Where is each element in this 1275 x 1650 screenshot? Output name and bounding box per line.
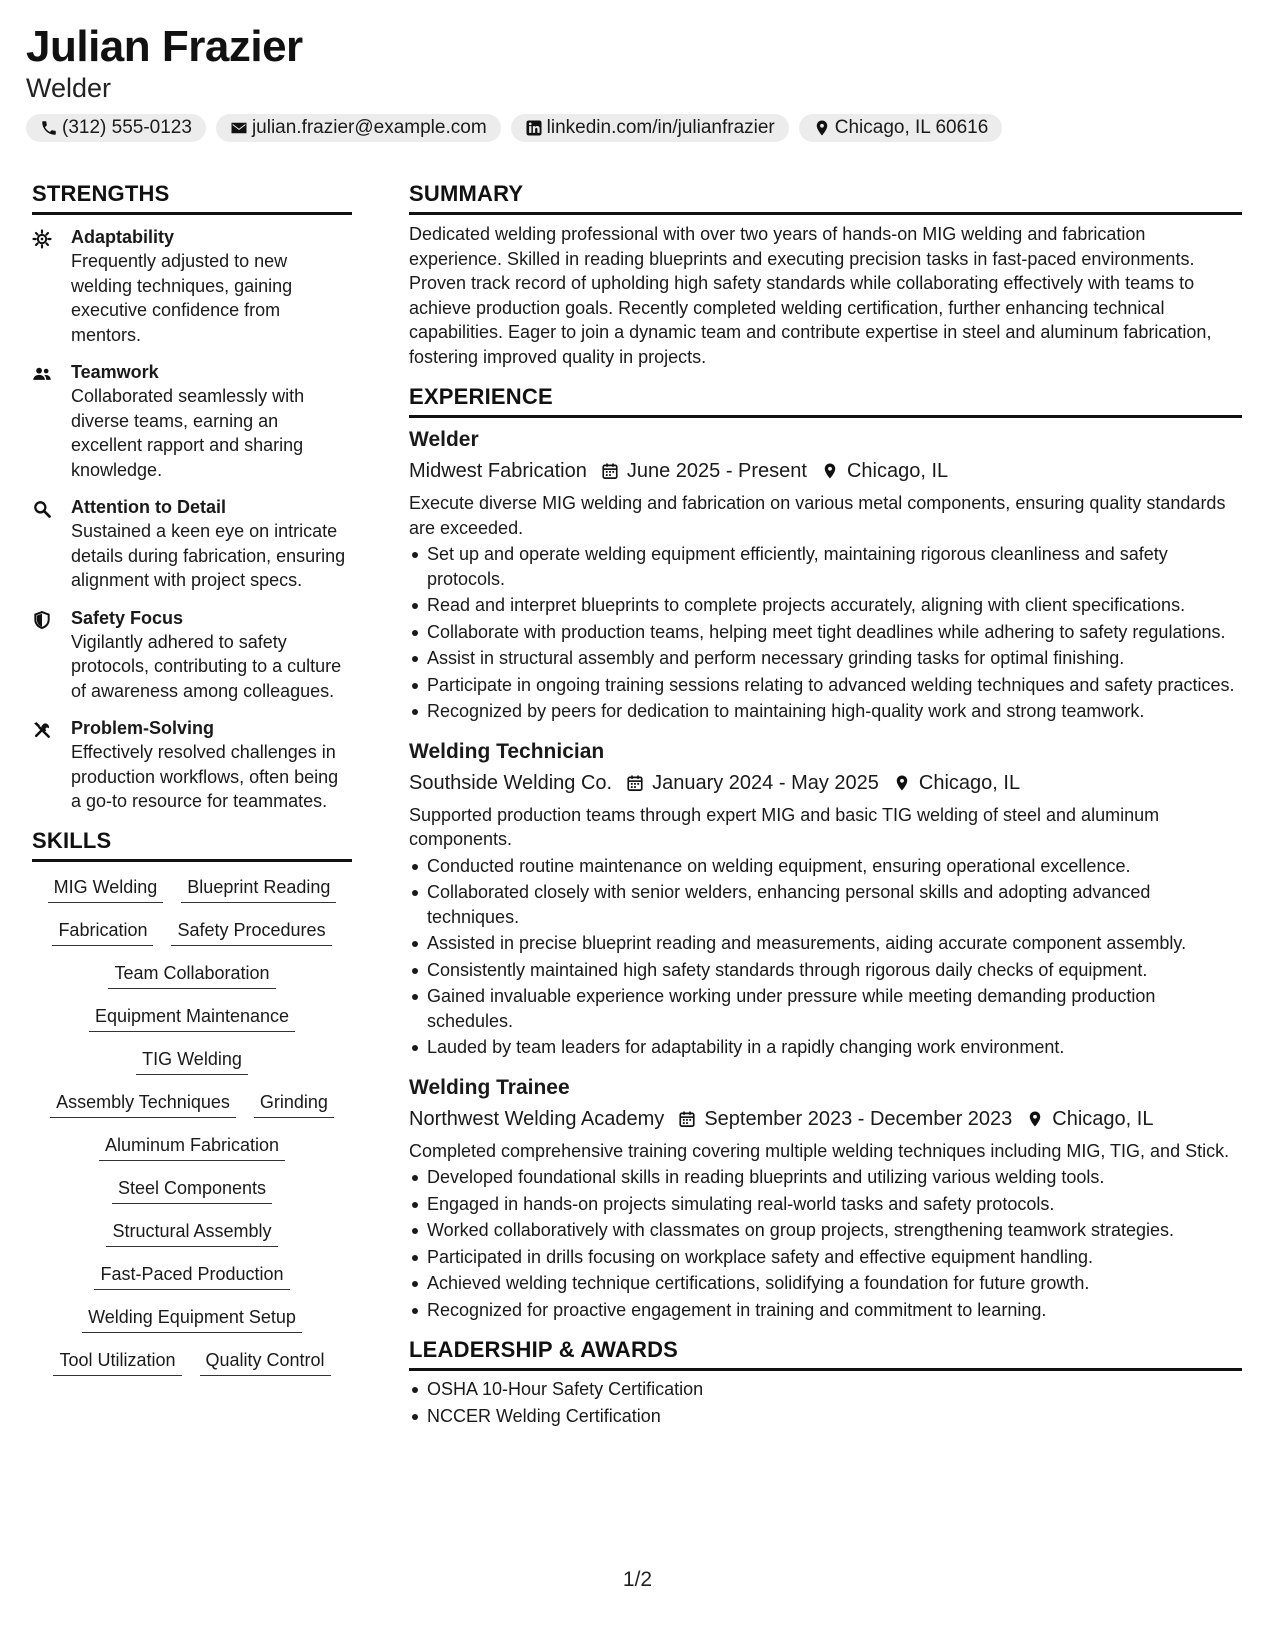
map-pin-icon [813, 119, 831, 137]
resume-header [26, 22, 303, 104]
awards-heading: LEADERSHIP & AWARDS [409, 1336, 1242, 1371]
strength-desc: Effectively resolved challenges in production workflows, often being a go-to resource for teammates. [71, 742, 339, 811]
skills-list [32, 874, 352, 1376]
job-dates: September 2023 - December 2023 [704, 1107, 1013, 1130]
job-description: Execute diverse MIG welding and fabrication on various metal components, ensuring quality standards are exceeded. [409, 493, 1226, 538]
job-bullet: Achieved welding technique certifications, solidifying a foundation for future growth. [409, 1271, 1242, 1296]
contact-linkedin-text: linkedin.com/in/julianfrazier [546, 117, 775, 138]
experience-heading: EXPERIENCE [409, 383, 1242, 418]
skill-tag: TIG Welding [136, 1046, 248, 1075]
job-bullet: Collaborate with production teams, helping meet tight deadlines while adhering to safety regulations. [409, 620, 1242, 645]
awards-list [409, 1377, 1242, 1428]
skill-tag: Team Collaboration [108, 960, 275, 989]
strength-desc: Collaborated seamlessly with diverse teams, earning an excellent rapport and sharing knowledge. [71, 386, 305, 480]
skill-tag: Structural Assembly [106, 1218, 277, 1247]
contact-phone [26, 114, 206, 142]
job-bullet: Set up and operate welding equipment efficiently, maintaining rigorous cleanliness and safety protocols. [409, 542, 1242, 591]
map-pin-icon [821, 462, 839, 480]
candidate-name: Julian Frazier [26, 22, 303, 71]
job-bullets [409, 542, 1242, 724]
award-item: OSHA 10-Hour Safety Certification [409, 1377, 1242, 1402]
summary-text: Dedicated welding professional with over two years of hands-on MIG welding and fabrication experience. Skilled in reading blueprints and executing precision tasks in fast-paced environments. Proven track record of upholding high safety standards while collaborating effectively with teams to achieve production goals. Recently completed welding certification, further enhancing technical capabilities. Eager to join a dynamic team and contribute expertise in steel and aluminum fabrication, fostering improved quality in projects. [409, 224, 1212, 367]
skills-section [32, 827, 352, 1376]
skill-tag: MIG Welding [48, 874, 164, 903]
job-company: Midwest Fabrication [409, 460, 587, 482]
skill-tag: Fast-Paced Production [94, 1261, 289, 1290]
job-bullet: Developed foundational skills in reading blueprints and utilizing various welding tools. [409, 1165, 1242, 1190]
awards-section [409, 1336, 1242, 1428]
job-bullet: Participate in ongoing training sessions relating to advanced welding techniques and safety practices. [409, 673, 1242, 698]
phone-icon [40, 119, 58, 137]
calendar-icon [626, 774, 644, 792]
strength-desc: Sustained a keen eye on intricate details during fabrication, ensuring alignment with project specs. [71, 521, 346, 590]
job-description: Supported production teams through expert MIG and basic TIG welding of steel and aluminum components. [409, 804, 1160, 849]
shield-icon [32, 610, 52, 630]
left-column [32, 180, 352, 1376]
job-bullet: Worked collaboratively with classmates on group projects, strengthening teamwork strategies. [409, 1218, 1242, 1243]
contact-phone-text: (312) 555-0123 [62, 117, 192, 138]
job-bullet: Lauded by team leaders for adaptability in a rapidly changing work environment. [409, 1035, 1242, 1060]
tools-icon [32, 720, 52, 740]
job-bullet: Assisted in precise blueprint reading and measurements, aiding accurate component assembly. [409, 931, 1242, 956]
skill-tag: Aluminum Fabrication [99, 1132, 285, 1161]
magnifier-icon [32, 499, 52, 519]
job-dates: January 2024 - May 2025 [652, 771, 879, 794]
contact-location [799, 114, 1003, 142]
strength-title: Adaptability [71, 227, 175, 247]
experience-section [409, 383, 1242, 1322]
strengths-section [32, 180, 352, 814]
job-title: Welding Trainee [409, 1075, 570, 1099]
job-bullet: Assist in structural assembly and perform necessary grinding tasks for optimal finishing. [409, 646, 1242, 671]
job-title: Welder [409, 428, 479, 451]
job-entry [409, 1074, 1242, 1323]
strength-item [32, 360, 352, 482]
job-title: Welding Technician [409, 739, 605, 763]
strength-item [32, 225, 352, 347]
strengths-heading: STRENGTHS [32, 180, 352, 215]
strength-title: Teamwork [71, 362, 159, 382]
strength-item [32, 606, 352, 704]
strength-desc: Vigilantly adhered to safety protocols, contributing to a culture of awareness among colleagues. [71, 631, 342, 701]
contact-bar [26, 114, 1002, 142]
contact-location-text: Chicago, IL 60616 [834, 117, 989, 138]
skill-tag: Equipment Maintenance [89, 1003, 295, 1032]
job-meta [409, 769, 1242, 797]
calendar-icon [678, 1110, 696, 1128]
job-company: Northwest Welding Academy [409, 1107, 665, 1130]
skill-tag: Steel Components [112, 1175, 272, 1204]
job-description: Completed comprehensive training covering multiple welding techniques including MIG, TIG, and Stick. [409, 1140, 1230, 1161]
job-meta [409, 1105, 1242, 1133]
strength-title: Problem-Solving [71, 718, 215, 738]
map-pin-icon [1026, 1110, 1044, 1128]
skill-tag: Quality Control [200, 1347, 331, 1376]
people-icon [32, 364, 52, 384]
job-bullet: Read and interpret blueprints to complete projects accurately, aligning with client specifications. [409, 593, 1242, 618]
skill-tag: Safety Procedures [171, 917, 331, 946]
contact-email[interactable] [216, 114, 501, 142]
job-meta [409, 457, 1242, 485]
job-location: Chicago, IL [1052, 1107, 1154, 1130]
gear-sun-icon [32, 229, 52, 249]
strength-title: Attention to Detail [71, 497, 226, 517]
strength-item [32, 716, 352, 814]
job-location: Chicago, IL [846, 460, 949, 482]
skill-tag: Assembly Techniques [50, 1089, 236, 1118]
skill-tag: Welding Equipment Setup [82, 1304, 302, 1333]
skill-tag: Fabrication [52, 917, 153, 946]
calendar-icon [601, 462, 619, 480]
job-entry [409, 738, 1242, 1060]
skill-tag: Blueprint Reading [181, 874, 336, 903]
job-bullet: Recognized for proactive engagement in training and commitment to learning. [409, 1298, 1242, 1323]
job-bullets [409, 854, 1242, 1060]
contact-linkedin[interactable] [511, 114, 789, 142]
job-bullet: Engaged in hands-on projects simulating real-world tasks and safety protocols. [409, 1192, 1242, 1217]
job-location: Chicago, IL [918, 771, 1021, 794]
page-number: 1/2 [622, 1568, 653, 1591]
strength-desc: Frequently adjusted to new welding techniques, gaining executive confidence from mentors. [71, 251, 293, 345]
job-bullets [409, 1165, 1242, 1322]
candidate-role: Welder [26, 73, 112, 103]
linkedin-icon [525, 119, 543, 137]
skill-tag: Grinding [254, 1089, 334, 1118]
job-company: Southside Welding Co. [409, 771, 613, 794]
summary-heading: SUMMARY [409, 180, 1242, 215]
strength-item [32, 495, 352, 593]
skill-tag: Tool Utilization [53, 1347, 181, 1376]
job-bullet: Participated in drills focusing on workplace safety and effective equipment handling. [409, 1245, 1242, 1270]
contact-email-text: julian.frazier@example.com [251, 117, 487, 138]
job-bullet: Conducted routine maintenance on welding equipment, ensuring operational excellence. [409, 854, 1242, 879]
summary-section [409, 180, 1242, 369]
job-dates: June 2025 - Present [626, 460, 807, 482]
job-entry [409, 426, 1242, 724]
job-bullet: Gained invaluable experience working under pressure while meeting demanding production schedules. [409, 984, 1242, 1033]
strength-title: Safety Focus [71, 607, 184, 628]
skills-heading: SKILLS [32, 827, 352, 862]
map-pin-icon [893, 774, 911, 792]
job-bullet: Recognized by peers for dedication to maintaining high-quality work and strong teamwork. [409, 699, 1242, 724]
job-bullet: Consistently maintained high safety standards through rigorous daily checks of equipment. [409, 958, 1242, 983]
right-column [409, 180, 1242, 1430]
job-bullet: Collaborated closely with senior welders, enhancing personal skills and adopting advanced techniques. [409, 880, 1242, 929]
award-item: NCCER Welding Certification [409, 1404, 1242, 1429]
envelope-icon [230, 119, 248, 137]
